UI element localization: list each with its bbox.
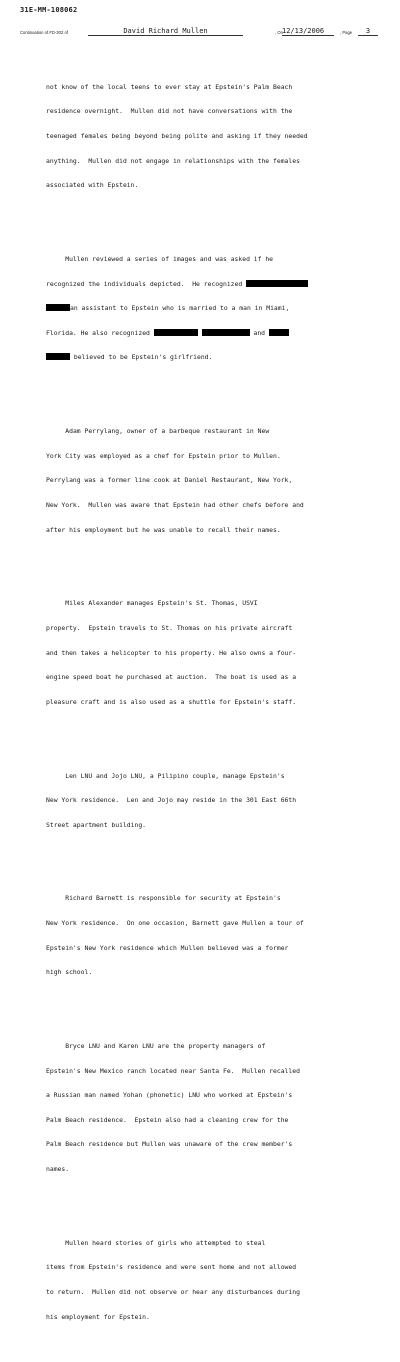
text-line: items from Epstein's residence and were sent home and not allowed	[46, 1263, 297, 1272]
text-line: teenaged females being beyond being polite and asking if they needed	[46, 132, 308, 140]
continuation-label: Continuation of FD-302 of	[20, 30, 68, 35]
paragraph-5	[46, 755, 376, 845]
text-line: and then takes a helicopter to his property. He also owns a four-	[46, 648, 297, 657]
paragraph-8	[46, 1222, 376, 1337]
paragraph-1	[46, 66, 376, 205]
text-line: Miles Alexander manages Epstein's St. Thomas, USVI	[46, 599, 258, 608]
text-line: York City was employed as a chef for Epstein prior to Mullen.	[46, 451, 281, 460]
redaction-block	[46, 353, 70, 360]
page-label: , Page	[340, 30, 353, 35]
subject-name: David Richard Mullen	[88, 27, 243, 36]
text-line: names.	[46, 1165, 70, 1174]
text-line: Perrylang was a former line cook at Daniel Restaurant, New York,	[46, 476, 293, 485]
continuation-header	[20, 27, 388, 39]
text-segment: an assistant to Epstein who is married to a man in Miami,	[70, 304, 290, 313]
text-line: anything. Mullen did not engage in relationships with the females	[46, 156, 300, 165]
text-line	[46, 304, 376, 312]
text-line: a Russian man named Yohan (phonetic) LNU who worked at Epstein's	[46, 1091, 293, 1100]
redaction-block	[269, 329, 289, 336]
paragraph-2	[46, 239, 376, 378]
text-line: his employment for Epstein.	[46, 1312, 150, 1321]
paragraph-7	[46, 1026, 376, 1190]
text-line: engine speed boat he purchased at auction. The boat is used as a	[46, 673, 297, 682]
text-line: Epstein's New York residence which Mullen believed was a former	[46, 943, 289, 952]
text-line: Street apartment building.	[46, 820, 147, 829]
document-body	[46, 50, 376, 1362]
text-segment: Florida.	[46, 328, 77, 337]
text-line: property. Epstein travels to St. Thomas on his private aircraft	[46, 623, 293, 632]
text-line: New York residence. Len and Jojo may reside in the 301 East 66th	[46, 796, 297, 805]
text-line	[46, 353, 376, 361]
text-line: Len LNU and Jojo LNU, a Pilipino couple, manage Epstein's	[46, 771, 285, 780]
interview-date: 12/13/2006	[282, 27, 334, 36]
text-line	[46, 427, 376, 435]
text-line: New York residence. On one occasion, Barnett gave Mullen a tour of	[46, 919, 304, 928]
text-line	[46, 255, 376, 263]
text-line: Mullen heard stories of girls who attempted to steal	[46, 1238, 266, 1247]
text-line: Richard Barnett is responsible for security at Epstein's	[46, 894, 281, 903]
text-line: not know of the local teens to ever stay at Epstein's Palm Beach	[46, 82, 293, 91]
paragraph-4	[46, 583, 376, 722]
text-line: to return. Mullen did not observe or hear any disturbances during	[46, 1288, 300, 1297]
text-segment: believed to be Epstein's girlfriend.	[73, 353, 213, 362]
text-line: New York. Mullen was aware that Epstein had other chefs before and	[46, 500, 304, 509]
text-segment: and	[253, 328, 266, 337]
redaction-block	[154, 329, 198, 336]
text-line: Bryce LNU and Karen LNU are the property managers of	[46, 1042, 266, 1051]
redaction-block	[46, 304, 70, 311]
text-line: Palm Beach residence but Mullen was unaware of the crew member's	[46, 1140, 293, 1149]
text-line: pleasure craft and is also used as a shuttle for Epstein's staff.	[46, 697, 297, 706]
text-line	[46, 280, 376, 288]
text-segment: Adam Perrylang, owner of a barbeque restaurant in New	[65, 427, 270, 436]
on-label: , On	[275, 30, 283, 35]
text-segment: He also recognized	[80, 328, 150, 337]
page-number: 3	[358, 27, 378, 36]
text-line: high school.	[46, 968, 93, 977]
text-line: after his employment but he was unable to recall their names.	[46, 525, 281, 534]
paragraph-3	[46, 411, 376, 550]
paragraph-6	[46, 878, 376, 993]
text-segment: Mullen reviewed a series of images and was asked if he	[65, 254, 274, 263]
file-number: 31E-MM-108062	[20, 6, 78, 14]
text-line: associated with Epstein.	[46, 181, 139, 190]
text-segment: recognized the individuals depicted. He recognized	[46, 279, 243, 288]
text-line	[46, 329, 376, 337]
text-line: residence overnight. Mullen did not have conversations with the	[46, 107, 293, 116]
redaction-block	[202, 329, 250, 336]
text-line: Palm Beach residence. Epstein also had a cleaning crew for the	[46, 1115, 289, 1124]
redaction-block	[246, 280, 308, 287]
text-line: Epstein's New Mexico ranch located near Santa Fe. Mullen recalled	[46, 1066, 300, 1075]
